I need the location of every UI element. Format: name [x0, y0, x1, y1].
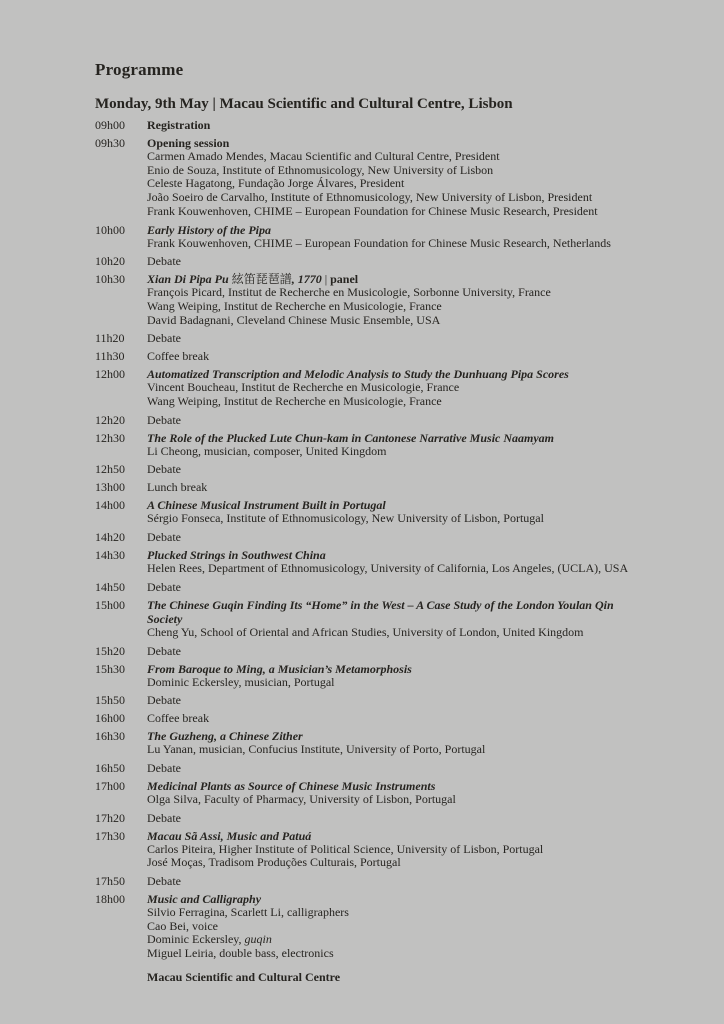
entry-title: Debate	[147, 643, 181, 658]
entry-content	[147, 729, 647, 757]
entry-content	[147, 874, 647, 888]
entry-title: From Baroque to Ming, a Musician’s Metamorphosis	[147, 661, 412, 676]
entry-title: Macau Sã Assi, Music and Patuá	[147, 828, 312, 843]
entry-content	[147, 349, 647, 363]
schedule-entry	[95, 118, 690, 132]
entry-speaker: François Picard, Institut de Recherche en Musicologie, Sorbonne University, France	[147, 285, 551, 300]
schedule-entry	[95, 272, 690, 327]
entry-content	[147, 223, 647, 251]
schedule-entry	[95, 331, 690, 345]
entry-speaker: Wang Weiping, Institut de Recherche en Musicologie, France	[147, 298, 442, 313]
entry-content	[147, 693, 647, 707]
entry-title: Coffee break	[147, 349, 210, 364]
entry-time: 10h00	[95, 222, 125, 237]
page-title: Programme	[95, 60, 184, 79]
entry-title-segment: Xian Di Pipa Pu	[147, 272, 232, 287]
entry-speaker: José Moças, Tradisom Produções Culturais, Portugal	[147, 855, 401, 870]
entry-time: 12h30	[95, 430, 125, 445]
entry-content	[147, 761, 647, 775]
schedule-entry	[95, 892, 690, 961]
entry-content	[147, 118, 647, 132]
entry-content	[147, 480, 647, 494]
entry-time: 11h20	[95, 331, 125, 346]
entry-speaker: Carlos Piteira, Higher Institute of Political Science, University of Lisbon, Portugal	[147, 841, 544, 856]
entry-time: 10h20	[95, 254, 125, 269]
schedule-entry	[95, 223, 690, 251]
entry-title-segment: |	[321, 272, 331, 287]
schedule-entry	[95, 829, 690, 870]
entry-content	[147, 431, 647, 459]
entry-time: 12h20	[95, 412, 125, 427]
entry-title: Debate	[147, 579, 181, 594]
schedule-entry	[95, 693, 690, 707]
entry-speaker: Silvio Ferragina, Scarlett Li, calligraphers	[147, 905, 349, 920]
entry-title-segment: , 1770	[291, 272, 322, 287]
schedule-entry	[95, 367, 690, 408]
entry-content	[147, 970, 647, 984]
entry-speaker: Sérgio Fonseca, Institute of Ethnomusicology, New University of Lisbon, Portugal	[147, 511, 544, 526]
entry-time: 15h20	[95, 643, 125, 658]
entry-time: 17h00	[95, 778, 125, 793]
entry-content	[147, 530, 647, 544]
entry-content	[147, 462, 647, 476]
entry-time: 14h20	[95, 530, 125, 545]
entry-content	[147, 272, 647, 327]
entry-title: Debate	[147, 693, 181, 708]
entry-title: Opening session	[147, 136, 230, 150]
entry-content	[147, 367, 647, 408]
entry-speaker: David Badagnani, Cleveland Chinese Music Ensemble, USA	[147, 312, 441, 327]
entry-title: Debate	[147, 530, 181, 545]
entry-title: The Role of the Plucked Lute Chun-kam in Cantonese Narrative Music Naamyam	[147, 430, 555, 445]
entry-time: 14h30	[95, 548, 125, 563]
entry-content	[147, 498, 647, 526]
entry-time: 15h50	[95, 693, 125, 708]
entry-time: 11h30	[95, 349, 125, 364]
entry-content	[147, 254, 647, 268]
entry-speaker: Li Cheong, musician, composer, United Kingdom	[147, 443, 387, 458]
entry-content	[147, 331, 647, 345]
entry-title: Debate	[147, 810, 181, 825]
schedule-entry	[95, 970, 690, 984]
entry-speaker: Cheng Yu, School of Oriental and African Studies, University of London, United Kingdom	[147, 624, 584, 639]
entry-title: Coffee break	[147, 711, 210, 726]
entry-content	[147, 811, 647, 825]
entry-time: 09h00	[95, 118, 125, 132]
entry-title: Registration	[147, 118, 211, 132]
entry-title: Debate	[147, 331, 181, 346]
entry-speaker: Frank Kouwenhoven, CHIME – European Foundation for Chinese Music Research, President	[147, 203, 598, 218]
entry-content	[147, 548, 647, 576]
entry-speaker: Cao Bei, voice	[147, 918, 218, 933]
schedule-entry	[95, 498, 690, 526]
entry-title: The Guzheng, a Chinese Zither	[147, 729, 303, 744]
schedule-entry	[95, 480, 690, 494]
entry-time: 14h00	[95, 498, 125, 513]
entry-time: 18h00	[95, 892, 125, 907]
entry-time: 13h00	[95, 480, 125, 495]
entry-time: 15h00	[95, 597, 125, 612]
schedule-entry	[95, 462, 690, 476]
entry-title	[147, 272, 647, 286]
entry-title: Macau Scientific and Cultural Centre	[147, 969, 341, 984]
schedule-entry	[95, 136, 690, 219]
schedule-entry	[95, 779, 690, 807]
entry-content	[147, 598, 647, 640]
entry-time: 17h50	[95, 874, 125, 889]
schedule-entry	[95, 874, 690, 888]
entry-time: 15h30	[95, 661, 125, 676]
schedule-entry	[95, 811, 690, 825]
schedule-entry	[95, 349, 690, 363]
schedule-entry	[95, 761, 690, 775]
schedule-entry	[95, 580, 690, 594]
entry-title: Debate	[147, 760, 181, 775]
entry-title: Medicinal Plants as Source of Chinese Music Instruments	[147, 778, 436, 793]
entry-title-segment: panel	[330, 272, 359, 287]
entry-speaker: Lu Yanan, musician, Confucius Institute, University of Porto, Portugal	[147, 742, 486, 757]
entry-content	[147, 829, 647, 870]
entry-time	[95, 970, 147, 984]
day-header: Monday, 9th May | Macau Scientific and Cultural Centre, Lisbon	[95, 96, 513, 112]
entry-title: Debate	[147, 412, 181, 427]
speaker-name: Dominic Eckersley,	[147, 932, 245, 947]
entry-speaker: Wang Weiping, Institut de Recherche en Musicologie, France	[147, 394, 442, 409]
schedule-entry	[95, 413, 690, 427]
entry-time: 16h30	[95, 729, 125, 744]
entry-time: 09h30	[95, 136, 125, 150]
entry-title: Lunch break	[147, 480, 208, 495]
entry-time: 17h30	[95, 828, 125, 843]
entry-title: Plucked Strings in Southwest China	[147, 548, 326, 563]
entry-speaker: Miguel Leiria, double bass, electronics	[147, 946, 334, 961]
entry-speaker: Dominic Eckersley, musician, Portugal	[147, 674, 335, 689]
schedule-entry	[95, 548, 690, 576]
schedule-entry	[95, 431, 690, 459]
entry-content	[147, 662, 647, 690]
entry-content	[147, 136, 647, 219]
entry-title: Music and Calligraphy	[147, 892, 262, 907]
entry-time: 10h30	[95, 272, 125, 287]
entry-title: The Chinese Guqin Finding Its “Home” in the West – A Case Study of the London Youlan Qin Society	[147, 597, 614, 626]
schedule	[95, 118, 690, 984]
speaker-instrument: guqin	[244, 932, 272, 947]
entry-speaker: Enio de Souza, Institute of Ethnomusicology, New University of Lisbon	[147, 162, 494, 177]
entry-title: A Chinese Musical Instrument Built in Portugal	[147, 498, 386, 513]
entry-time: 16h50	[95, 760, 125, 775]
schedule-entry	[95, 662, 690, 690]
entry-time: 12h00	[95, 367, 125, 382]
entry-speaker: Olga Silva, Faculty of Pharmacy, University of Lisbon, Portugal	[147, 791, 456, 806]
entry-title: Debate	[147, 874, 181, 889]
schedule-entry	[95, 254, 690, 268]
entry-speaker: Vincent Boucheau, Institut de Recherche en Musicologie, France	[147, 380, 460, 395]
entry-content	[147, 580, 647, 594]
entry-content	[147, 413, 647, 427]
entry-speaker: Celeste Hagatong, Fundação Jorge Álvares, President	[147, 176, 405, 191]
entry-title: Early History of the Pipa	[147, 222, 271, 237]
entry-time: 16h00	[95, 711, 125, 726]
entry-title: Automatized Transcription and Melodic Analysis to Study the Dunhuang Pipa Scores	[147, 367, 569, 382]
entry-content	[147, 779, 647, 807]
entry-speaker: Carmen Amado Mendes, Macau Scientific and Cultural Centre, President	[147, 149, 500, 163]
entry-title: Debate	[147, 462, 181, 477]
entry-speaker	[147, 933, 647, 947]
schedule-entry	[95, 644, 690, 658]
schedule-entry	[95, 729, 690, 757]
entry-title: Debate	[147, 254, 181, 269]
entry-time: 14h50	[95, 579, 125, 594]
schedule-entry	[95, 711, 690, 725]
entry-content	[147, 711, 647, 725]
entry-content	[147, 892, 647, 961]
entry-speaker: Helen Rees, Department of Ethnomusicology, University of California, Los Angeles, (UCLA), USA	[147, 561, 629, 576]
entry-speaker: João Soeiro de Carvalho, Institute of Ethnomusicology, New University of Lisbon, President	[147, 190, 593, 205]
entry-title-segment: 絃笛琵琶譜	[231, 272, 292, 287]
entry-time: 12h50	[95, 462, 125, 477]
entry-time: 17h20	[95, 810, 125, 825]
entry-speaker: Frank Kouwenhoven, CHIME – European Foundation for Chinese Music Research, Netherlands	[147, 235, 611, 250]
schedule-entry	[95, 598, 690, 640]
entry-content	[147, 644, 647, 658]
schedule-entry	[95, 530, 690, 544]
